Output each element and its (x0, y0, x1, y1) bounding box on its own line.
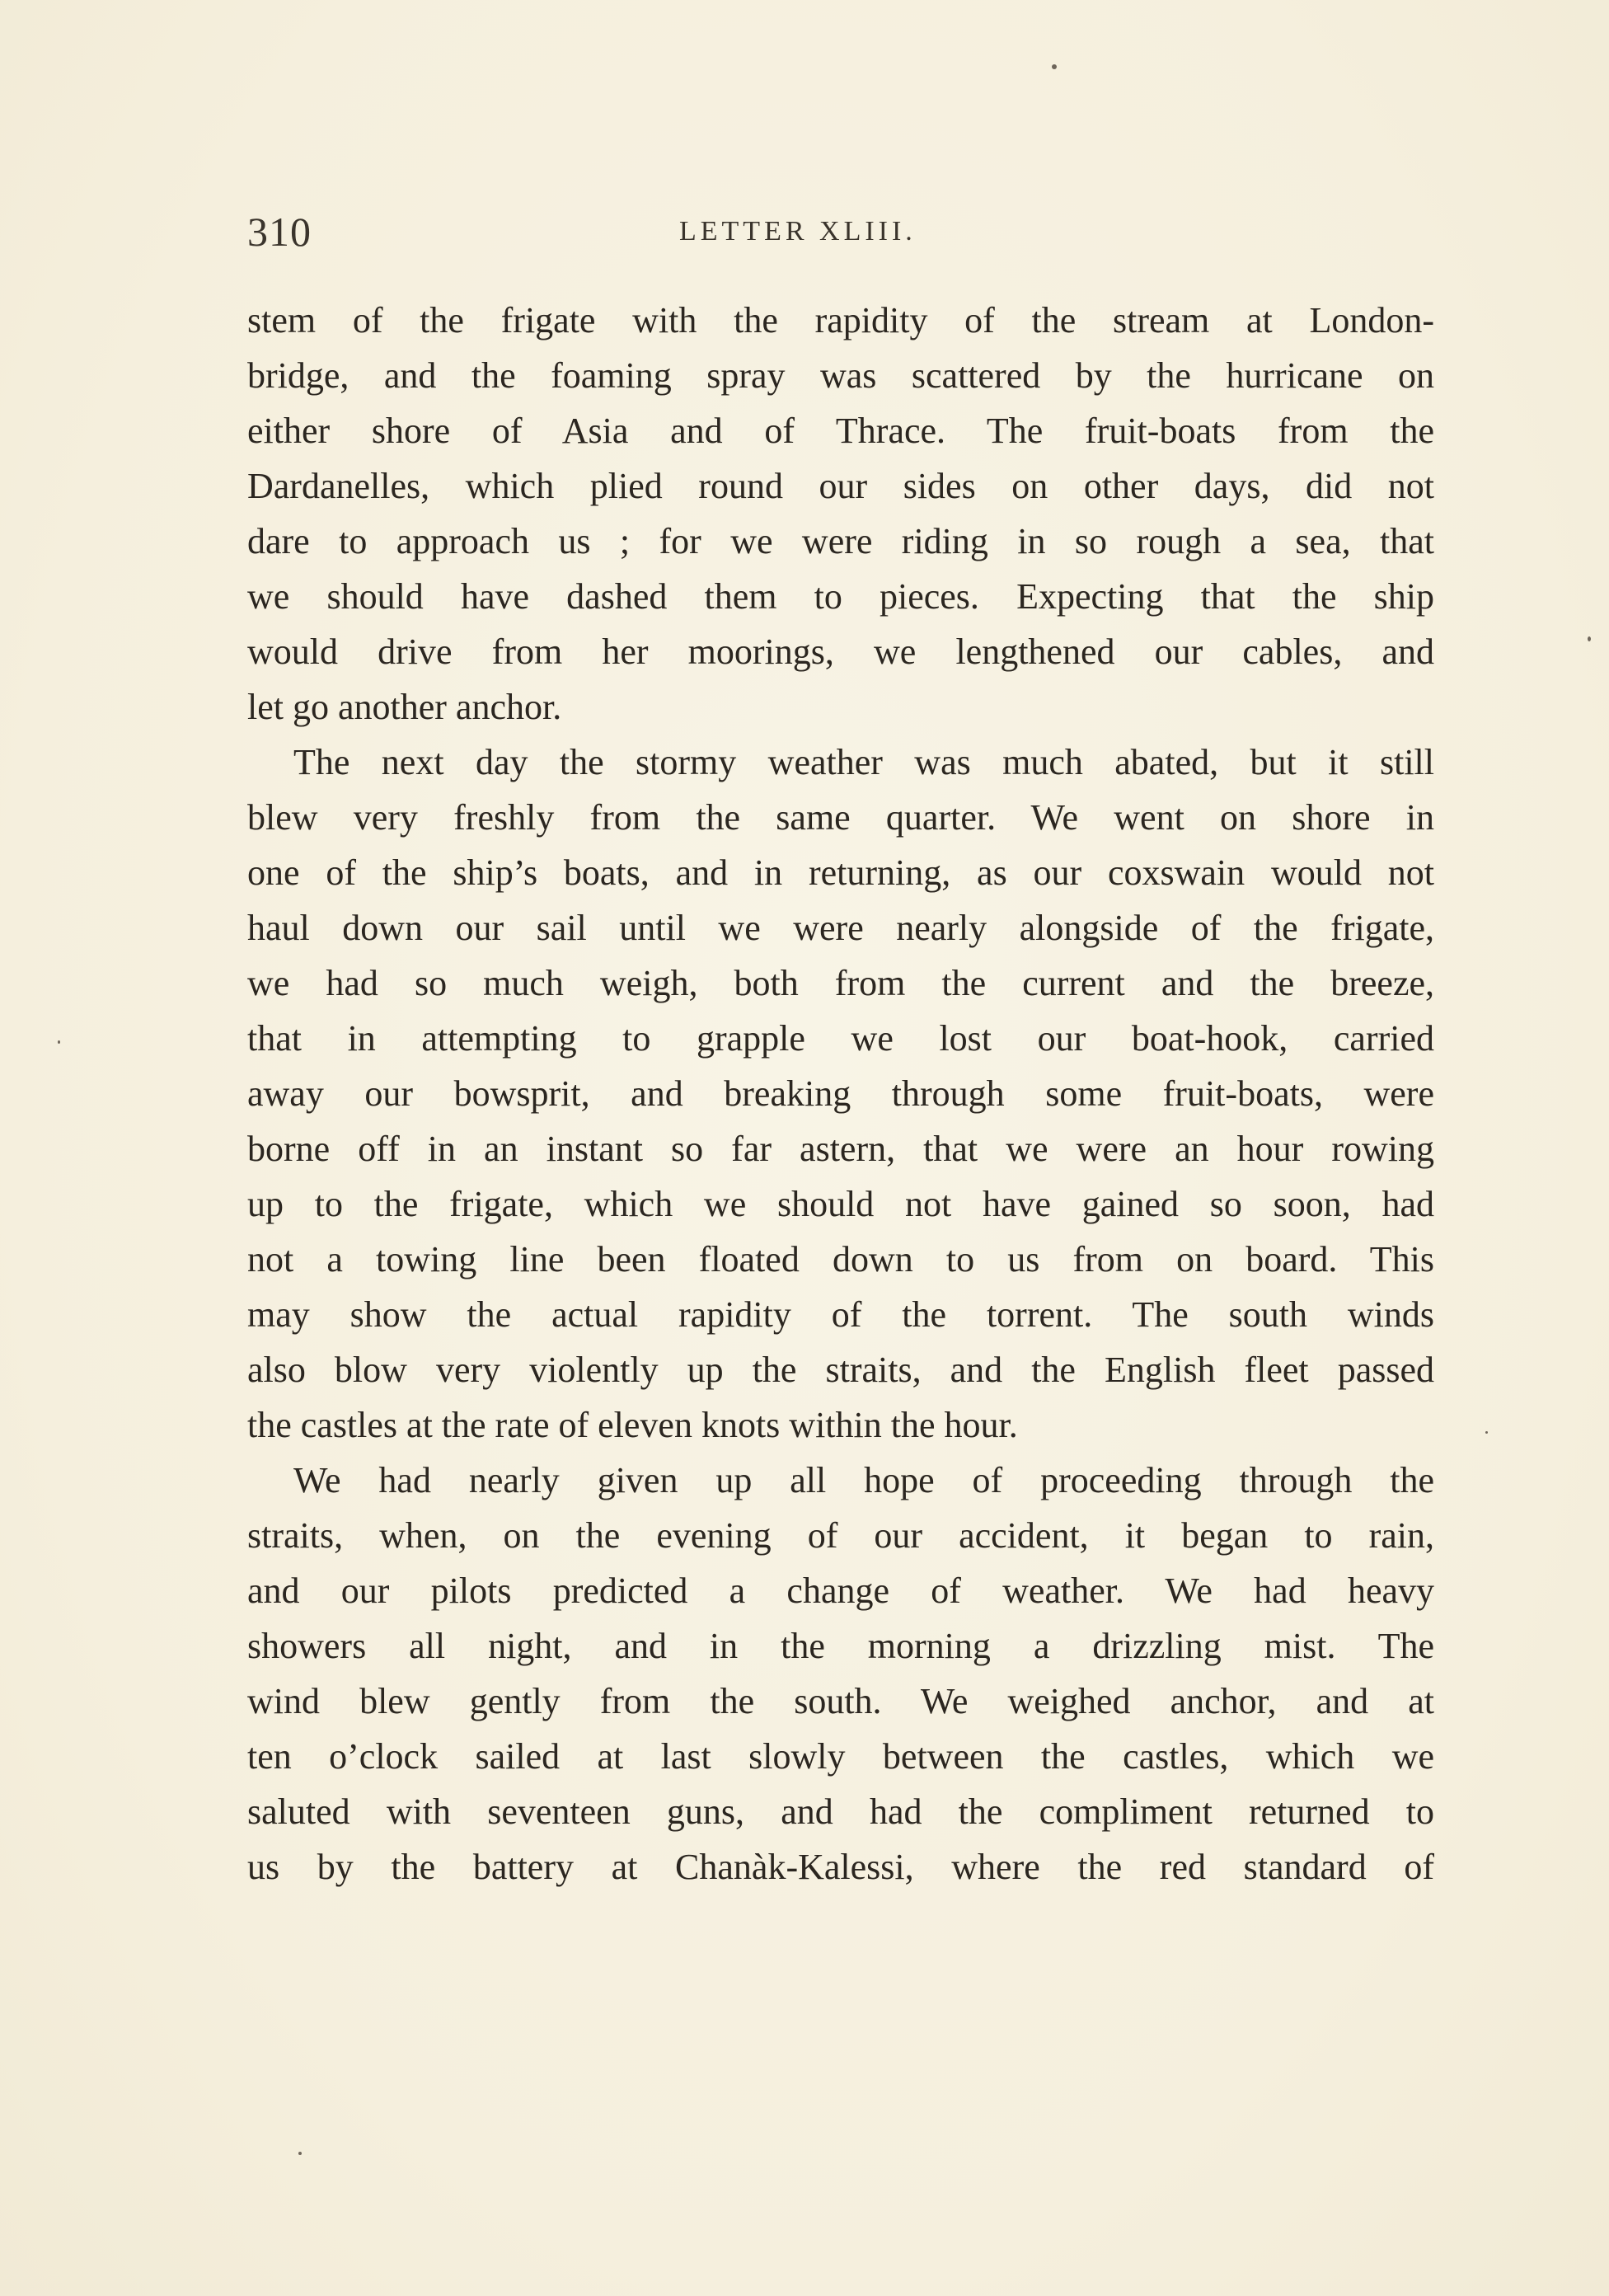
paper-speck (298, 2152, 302, 2155)
text-line: we should have dashed them to pieces. Expecting that the ship (247, 576, 1434, 617)
text-line: the castles at the rate of eleven knots within the hour. (247, 1405, 1018, 1445)
text-line: also blow very violently up the straits, and the English fleet passed (247, 1350, 1434, 1390)
text-line: that in attempting to grapple we lost our boat-hook, carried (247, 1018, 1434, 1059)
text-line: blew very freshly from the same quarter. We went on shore in (247, 797, 1434, 838)
text-line: would drive from her moorings, we lengthened our cables, and (247, 632, 1434, 672)
text-line: one of the ship’s boats, and in returning, as our coxswain would not (247, 852, 1434, 893)
text-line: straits, when, on the evening of our accident, it began to rain, (247, 1515, 1434, 1556)
text-line: stem of the frigate with the rapidity of the stream at London- (247, 300, 1434, 340)
text-line: borne off in an instant so far astern, that we were an hour rowing (247, 1129, 1434, 1169)
paper-speck (1485, 1431, 1488, 1434)
text-line: We had nearly given up all hope of proceeding through the (293, 1460, 1434, 1500)
text-line: us by the battery at Chanàk-Kalessi, where the red standard of (247, 1847, 1434, 1887)
text-line: and our pilots predicted a change of weather. We had heavy (247, 1571, 1434, 1611)
text-line: let go another anchor. (247, 687, 562, 727)
text-line: away our bowsprit, and breaking through some fruit-boats, were (247, 1073, 1434, 1114)
body-text (247, 293, 1434, 1895)
text-line: ten o’clock sailed at last slowly between the castles, which we (247, 1736, 1434, 1777)
text-line: haul down our sail until we were nearly alongside of the frigate, (247, 908, 1434, 948)
text-line: either shore of Asia and of Thrace. The fruit-boats from the (247, 411, 1434, 451)
text-line: Dardanelles, which plied round our sides on other days, did not (247, 466, 1434, 506)
text-line: showers all night, and in the morning a drizzling mist. The (247, 1626, 1434, 1666)
paper-speck (1588, 636, 1591, 641)
text-line: dare to approach us ; for we were riding in so rough a sea, that (247, 521, 1434, 561)
text-line: not a towing line been floated down to us from on board. This (247, 1239, 1434, 1279)
text-line: may show the actual rapidity of the torrent. The south winds (247, 1294, 1434, 1335)
text-line: saluted with seventeen guns, and had the compliment returned to (247, 1791, 1434, 1832)
running-head: LETTER XLIII. (679, 216, 917, 247)
text-line: wind blew gently from the south. We weighed anchor, and at (247, 1681, 1434, 1721)
text-line: The next day the stormy weather was much abated, but it still (293, 742, 1434, 782)
text-line: bridge, and the foaming spray was scattered by the hurricane on (247, 355, 1434, 396)
page-header (247, 208, 1434, 257)
page-number: 310 (247, 209, 312, 255)
text-line: we had so much weigh, both from the current and the breeze, (247, 963, 1434, 1003)
text-line: up to the frigate, which we should not have gained so soon, had (247, 1184, 1434, 1224)
paper-speck (1052, 64, 1057, 69)
paper-speck (58, 1040, 60, 1044)
